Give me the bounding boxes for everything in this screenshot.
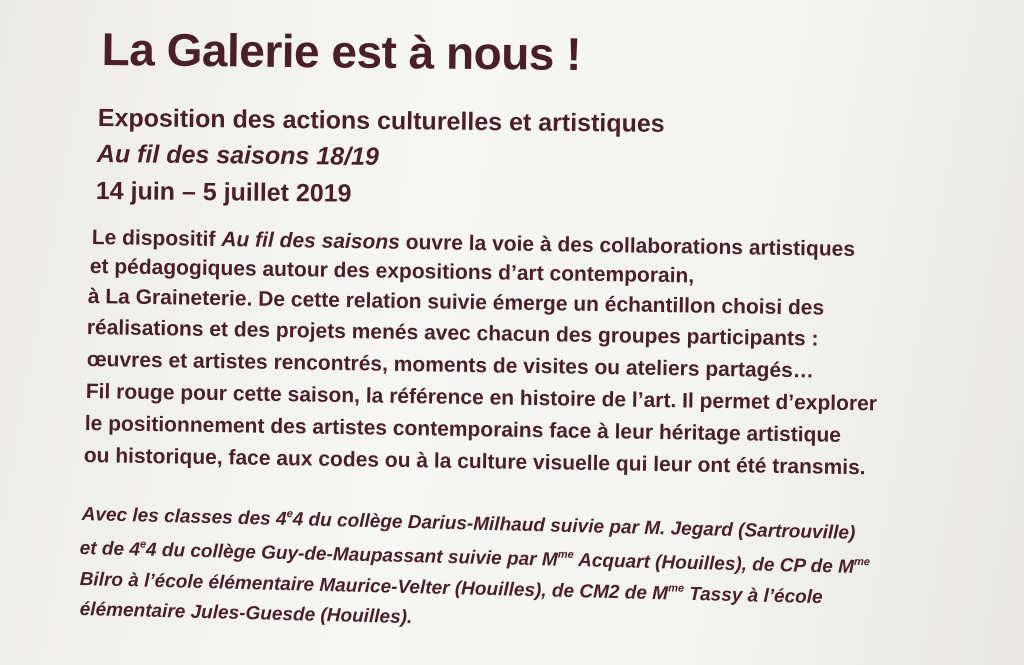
body-text: ouvre la voie à des collaborations artistiques (405, 230, 856, 261)
credits-line-4: élémentaire Jules-Guesde (Houilles). (79, 599, 413, 629)
credits-text: 4 du collège Darius-Milhaud suivie par M. Jegard (Sartrouville) (292, 509, 856, 544)
credits-sup: me (668, 582, 685, 595)
body-line-7: le positionnement des artistes contemporains face à leur héritage artistique (84, 412, 842, 447)
body-line-5: œuvres et artistes rencontrés, moments de visites ou ateliers partagés… (86, 348, 815, 383)
body-program-name: Au fil des saisons (221, 228, 401, 254)
body-line-4: réalisations et des projets menés avec chacun des groupes participants : (86, 316, 819, 351)
body-line-3: à La Graineterie. De cette relation suivie émerge un échantillon choisi des (87, 285, 825, 320)
credits-sup: me (853, 555, 871, 569)
credits-text: Tassy à l’école (683, 583, 823, 609)
subtitle-dates: 14 juin – 5 juillet 2019 (95, 177, 352, 208)
credits-text: Acquart (Houilles), de CP de M (573, 550, 855, 578)
exhibition-title: La Galerie est à nous ! (101, 22, 582, 81)
credits-sup: me (557, 548, 574, 562)
body-text: Le dispositif (91, 226, 216, 251)
credits-sup: e (286, 508, 293, 521)
subtitle-exhibition: Exposition des actions culturelles et artistiques (97, 104, 665, 138)
body-line-2: et pédagogiques autour des expositions d’art contemporain, (89, 255, 695, 288)
body-line-8: ou historique, face aux codes ou à la culture visuelle qui leur ont été transmis. (83, 444, 866, 480)
credits-sup: e (139, 538, 147, 551)
body-line-6: Fil rouge pour cette saison, la référence en histoire de l’art. Il permet d’explorer (85, 380, 878, 416)
credits-text: 4 du collège Guy-de-Maupassant suivie par M (145, 539, 558, 571)
credits-line-1 (81, 503, 855, 545)
subtitle-program-name: Au fil des saisons 18/19 (96, 140, 380, 171)
credits-text: et de 4 (79, 537, 141, 561)
credits-text: Bilro à l’école élémentaire Maurice-Velter (Houilles), de CM2 de M (79, 568, 669, 605)
credits-text: Avec les classes des 4 (81, 503, 287, 531)
